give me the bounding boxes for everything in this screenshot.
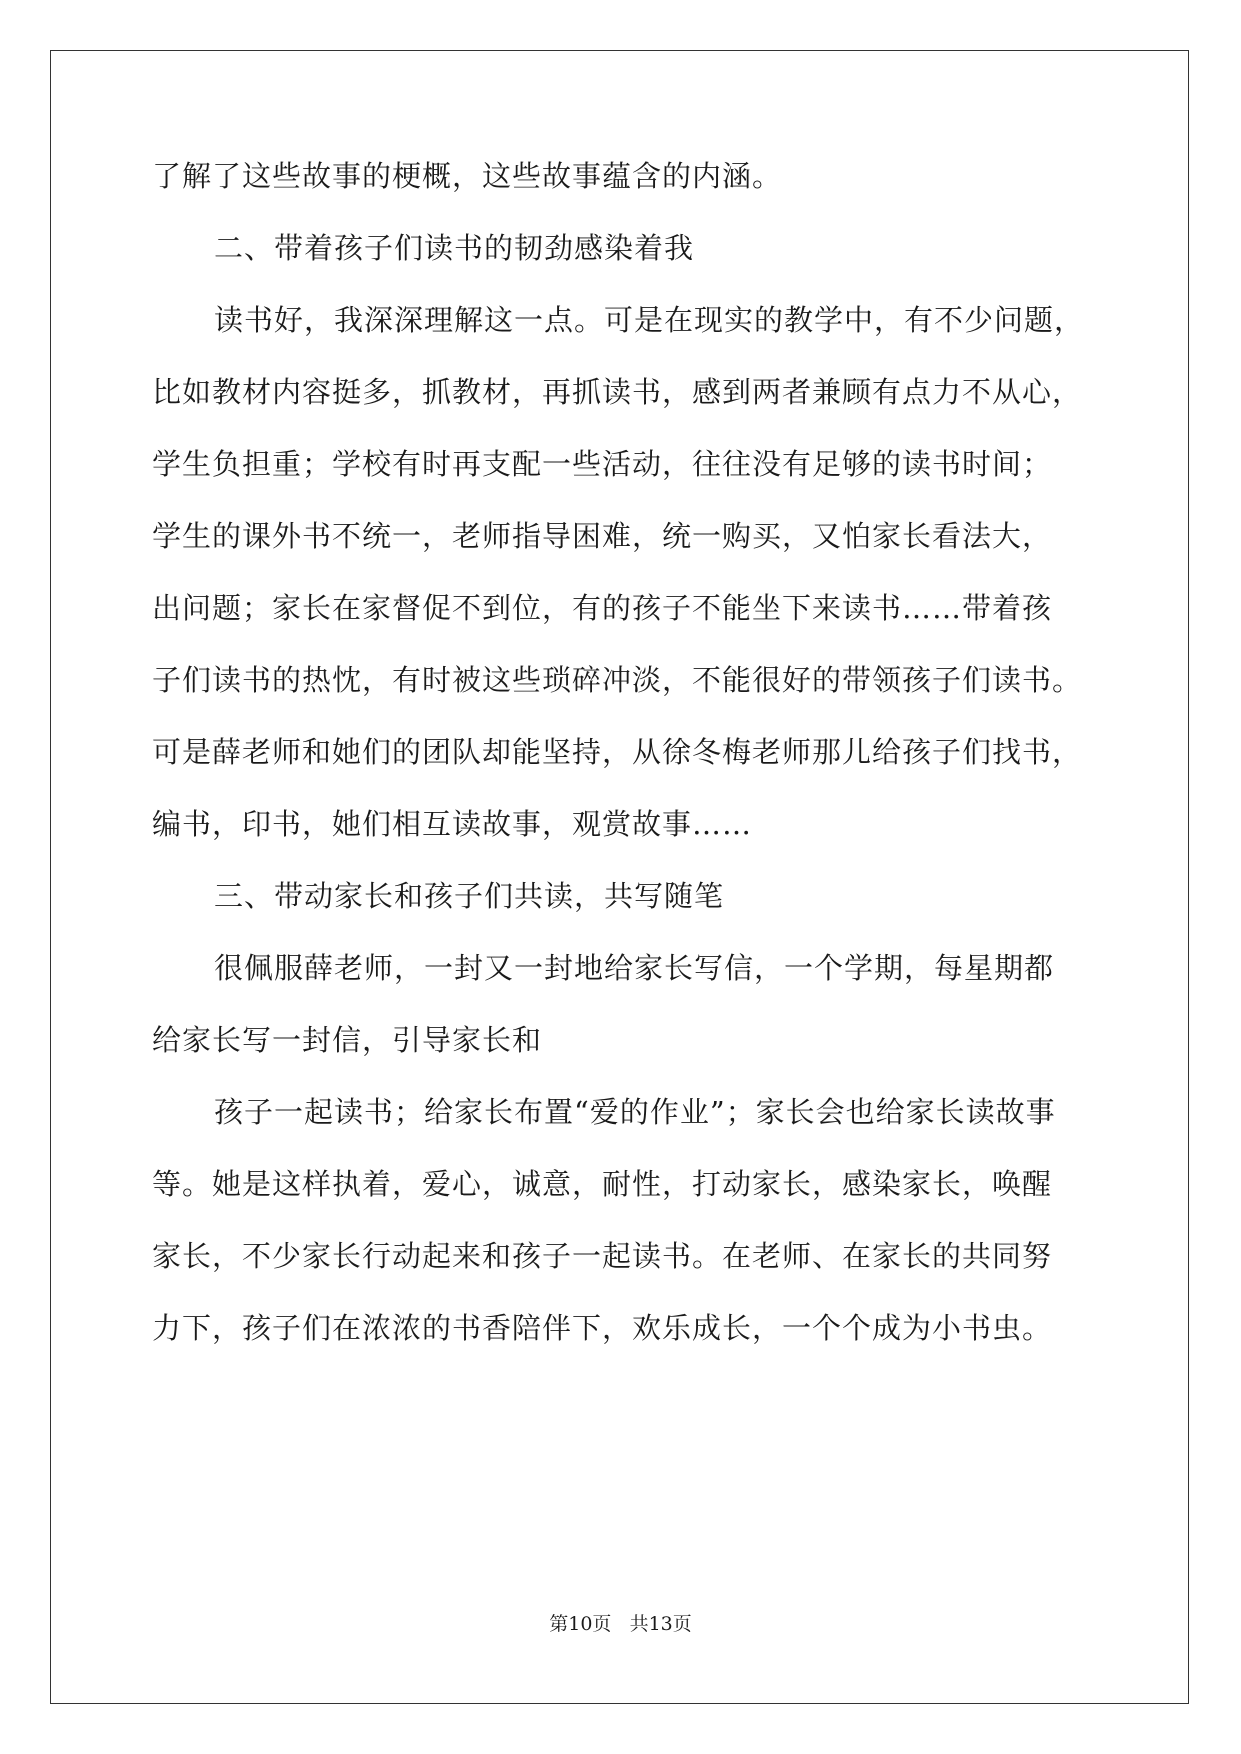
body-line-7: 出问题；家长在家督促不到位，有的孩子不能坐下来读书……带着孩 [152,591,1053,625]
body-line-17: 力下，孩子们在浓浓的书香陪伴下，欢乐成长，一个个成为小书虫。 [152,1311,1053,1345]
body-line-5: 学生负担重；学校有时再支配一些活动，往往没有足够的读书时间； [152,447,1053,481]
body-line-1: 了解了这些故事的梗概，这些故事蕴含的内涵。 [152,159,783,193]
body-line-10: 编书，印书，她们相互读故事，观赏故事…… [152,807,753,841]
body-line-4: 比如教材内容挺多，抓教材，再抓读书，感到两者兼顾有点力不从心， [152,375,1083,409]
body-line-13: 给家长写一封信，引导家长和 [152,1023,543,1057]
body-line-16: 家长，不少家长行动起来和孩子一起读书。在老师、在家长的共同努 [152,1239,1053,1273]
page-footer [0,1612,1241,1636]
page-number: 第10页 [549,1613,612,1635]
body-line-6: 学生的课外书不统一，老师指导困难，统一购买，又怕家长看法大， [152,519,1053,553]
body-line-3: 读书好，我深深理解这一点。可是在现实的教学中，有不少问题， [214,303,1085,337]
page-total: 共13页 [629,1613,692,1635]
body-line-12: 很佩服薛老师，一封又一封地给家长写信，一个学期，每星期都 [214,951,1055,985]
body-line-8: 子们读书的热忱，有时被这些琐碎冲淡，不能很好的带领孩子们读书。 [152,663,1083,697]
section-heading-3: 三、带动家长和孩子们共读，共写随笔 [214,879,725,913]
body-line-15: 等。她是这样执着，爱心，诚意，耐性，打动家长，感染家长，唤醒 [152,1167,1053,1201]
section-heading-2: 二、带着孩子们读书的韧劲感染着我 [214,231,695,265]
body-line-14: 孩子一起读书；给家长布置“爱的作业”；家长会也给家长读故事 [214,1095,1056,1129]
body-line-9: 可是薛老师和她们的团队却能坚持，从徐冬梅老师那儿给孩子们找书， [152,735,1083,769]
